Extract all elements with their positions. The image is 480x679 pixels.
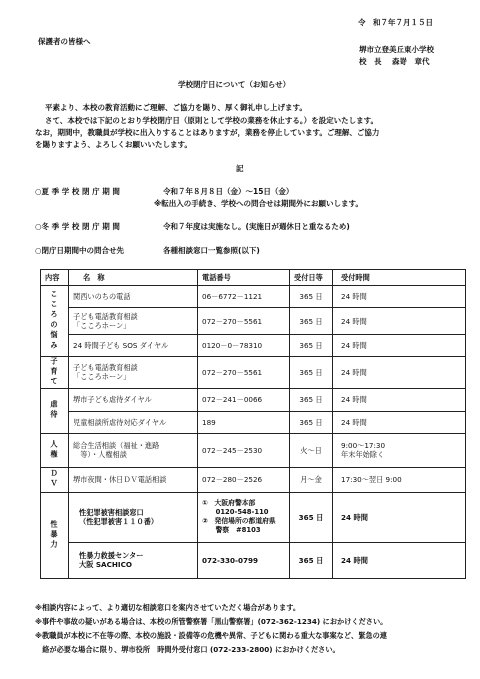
row-phone: 06－6772－1121: [198, 286, 290, 308]
principal-name: 森嵜 章代: [391, 57, 430, 66]
principal: [359, 57, 429, 67]
body-paragraph-2: さて、本校では下記のとおり学校閉庁日（原則として学校の業務を休止する。）を設定いたします。: [45, 116, 378, 125]
winter-closure-value: 令和７年度は実施なし。(実施日が週休日と重なるため): [163, 222, 350, 231]
summer-closure-label: ○夏 季 学 校 閉 庁 期 間: [35, 187, 120, 196]
table-row: [41, 492, 466, 542]
row-days: 365 日: [290, 357, 333, 389]
note-1: ※相談内容によって、より適切な相談窓口を案内させていただく場合があります。: [35, 603, 301, 612]
row-time: 24 時間: [333, 542, 466, 578]
row-name: 堺市子ども虐待ダイヤル: [69, 388, 198, 411]
table-row: [41, 411, 466, 433]
row-name: 子ども電話教育相談 「こころホーン」: [69, 357, 198, 389]
body-paragraph-1: 平素より、本校の教育活動にご理解、ご協力を賜り、厚く御礼申し上げます。: [45, 103, 307, 112]
row-name: 関西いのちの電話: [69, 286, 198, 308]
ki-mark: 記: [236, 164, 244, 173]
row-phone: 189: [198, 411, 290, 433]
contact-value: 各種相談窓口一覧参照(以下): [163, 246, 260, 255]
row-time: 24 時間: [333, 357, 466, 389]
row-name: 性暴力救援センター 大阪 SACHICO: [69, 542, 198, 578]
body-paragraph-4: を賜りますよう、よろしくお願いいたします。: [35, 140, 192, 149]
row-time: 24 時間: [333, 286, 466, 308]
document-date: 令 和７年７月１５日: [358, 18, 433, 27]
row-name: 児童相談所虐待対応ダイヤル: [69, 411, 198, 433]
school-name: 堺市立登美丘東小学校: [359, 45, 434, 54]
page-title: 学校閉庁日について（お知らせ）: [178, 80, 291, 89]
category-seiboryoku: 性暴力: [41, 492, 69, 578]
row-time: 24 時間: [333, 308, 466, 335]
category-kokoro: こころの悩み: [41, 286, 69, 357]
row-phone: 072－280－2526: [198, 467, 290, 492]
header-time: 受付時間: [333, 270, 466, 286]
table-row: [41, 388, 466, 411]
category-dv: ＤＶ: [41, 467, 69, 492]
category-jinken: 人権: [41, 433, 69, 467]
consultation-table: [40, 269, 466, 579]
contact-label: ○閉庁日期間中の問合せ先: [35, 246, 125, 255]
row-days: 365 日: [290, 411, 333, 433]
row-name: 性犯罪被害相談窓口 （性犯罪被害１１０番）: [69, 492, 198, 542]
row-days: 365 日: [290, 492, 333, 542]
table-header-row: [41, 270, 466, 286]
row-phone: 072－270－5561: [198, 308, 290, 335]
recipient: 保護者の皆様へ: [38, 37, 91, 46]
row-days: 365 日: [290, 308, 333, 335]
table-row: [41, 467, 466, 492]
row-phone: 072－245－2530: [198, 433, 290, 467]
body-paragraph-3: なお，期間中，教職員が学校に出入りすることはありますが，業務を停止しています。ご理解、ご協力: [35, 128, 380, 137]
row-days: 月～金: [290, 467, 333, 492]
row-time: 24 時間: [333, 335, 466, 357]
row-days: 365 日: [290, 388, 333, 411]
row-days: 365 日: [290, 542, 333, 578]
summer-closure-note: ※転出入の手続き、学校への問合せは期間外にお願いします。: [154, 199, 363, 208]
row-days: 火～日: [290, 433, 333, 467]
table-row: [41, 357, 466, 389]
row-time: 17:30～翌日 9:00: [333, 467, 466, 492]
note-2: ※事件や事故の疑いがある場合は、本校の所管警察署「黒山警察署」(072-362-1234) におかけください。: [35, 617, 388, 626]
table-row: [41, 286, 466, 308]
summer-closure-value: 令和７年８月８日（金）～15日（金）: [163, 187, 294, 196]
row-days: 365 日: [290, 335, 333, 357]
row-phone: 072－241－0066: [198, 388, 290, 411]
table-row: [41, 308, 466, 335]
row-time: 24 時間: [333, 411, 466, 433]
row-phone: 0120－0－78310: [198, 335, 290, 357]
table-row: [41, 335, 466, 357]
row-name: 子ども電話教育相談 「こころホーン」: [69, 308, 198, 335]
category-kosodate: 子育て: [41, 357, 69, 389]
table-row: [41, 433, 466, 467]
table-row: [41, 542, 466, 578]
row-name: 総合生活相談（福祉・進路 等）・人権相談: [69, 433, 198, 467]
note-3: ※教職員が本校に不在等の際、本校の施設・設備等の危機や異常、子どもに関わる重大な事案など、緊急の連: [35, 631, 387, 640]
winter-closure-label: ○冬 季 学 校 閉 庁 期 間: [35, 222, 120, 231]
row-phone: 072-330-0799: [198, 542, 290, 578]
header-name: 名 称: [69, 270, 198, 286]
row-name: 堺市夜間・休日ＤＶ電話相談: [69, 467, 198, 492]
header-category: 内容: [41, 270, 69, 286]
note-4: 絡が必要な場合に限り、堺市役所 時間外受付窓口 (072-233-2800) におかけください。: [35, 645, 340, 654]
category-gyakutai: 虐待: [41, 388, 69, 433]
row-name: 24 時間子ども SOS ダイヤル: [69, 335, 198, 357]
row-time: 24 時間: [333, 388, 466, 411]
row-days: 365 日: [290, 286, 333, 308]
row-time: 9:00～17:30 年末年始除く: [333, 433, 466, 467]
row-phone: 072－270－5561: [198, 357, 290, 389]
row-time: 24 時間: [333, 492, 466, 542]
header-days: 受付日等: [290, 270, 333, 286]
header-phone: 電話番号: [198, 270, 290, 286]
principal-title: 校 長: [359, 57, 382, 66]
row-phone: ① 大阪府警本部 0120-548-110 ② 発信場所の都道府県 警察 #8103: [198, 492, 290, 542]
